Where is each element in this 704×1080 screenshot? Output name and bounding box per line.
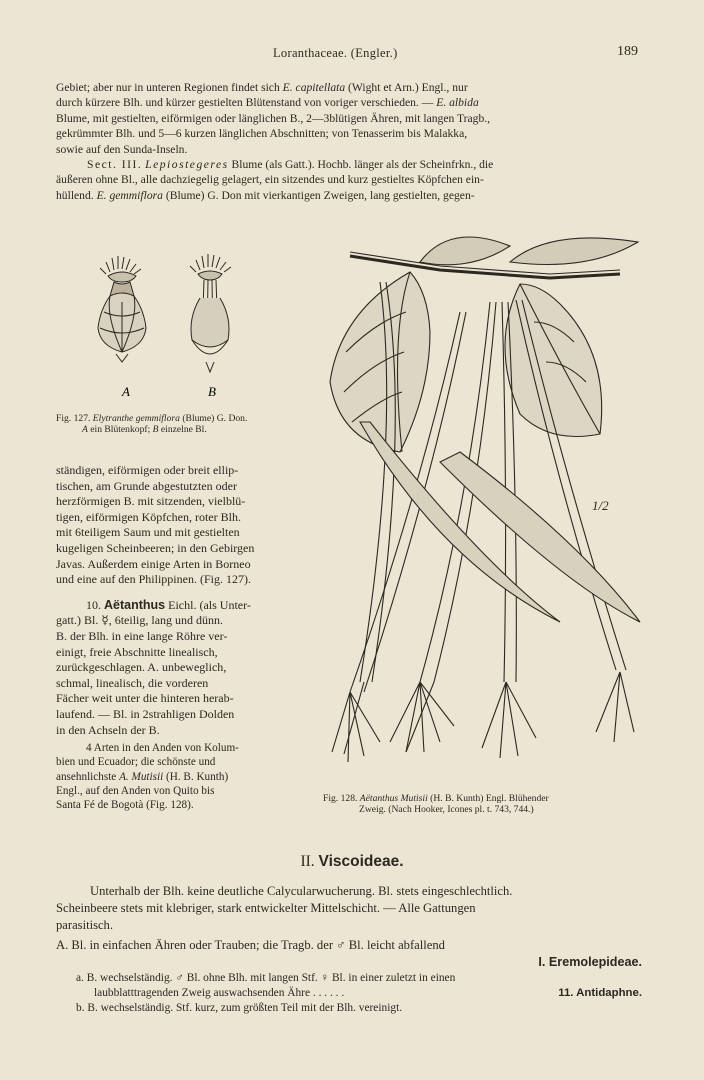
key-item: a. B. wechselständig. ♂ Bl. ohne Blh. mit langen Stf. ♀ Bl. in einer zuletzt in einen	[76, 972, 456, 984]
bottom-text-block	[56, 883, 642, 1016]
text-line: mit 6teiligem Saum und mit gestielten	[56, 525, 240, 540]
text-line: schmal, linealisch, die vorderen	[56, 675, 209, 690]
text-line: Unterhalb der Blh. keine deutliche Calycularwucherung. Bl. stets eingeschlechtlich.	[90, 884, 513, 898]
petal-fans	[332, 672, 634, 762]
text-line: tigen, eiförmigen Köpfchen, roter Blh.	[56, 509, 241, 524]
text-line: gekrümmter Blh. und 5—6 kurzen länglichen Abschnitten; von Tenasserim bis Malakka,	[56, 127, 468, 141]
text-line: herzförmigen B. mit sitzenden, vielblü-	[56, 494, 246, 509]
leaf	[505, 284, 602, 437]
key-item: b. B. wechselständig. Stf. kurz, zum größten Teil mit der Blh. vereinigt.	[76, 1002, 403, 1014]
text-line: laufend. — Bl. in 2strahligen Dolden	[56, 706, 235, 721]
text-line: B. der Blh. in eine lange Röhre ver-	[56, 628, 228, 643]
text-line: sowie auf den Sunda-Inseln.	[56, 142, 188, 156]
leaf	[330, 272, 430, 452]
text-line: hüllend. E. gemmiflora (Blume) G. Don mit vierkantigen Zweigen, lang gestielten, gegen-	[56, 188, 475, 202]
figure-label-b: B	[208, 384, 216, 399]
figure-127-caption: Fig. 127. Elytranthe gemmiflora (Blume) G. Don. A ein Blütenkopf; B einzelne Bl.	[56, 413, 248, 435]
text-line: Scheinbeere stets mit klebriger, stark entwickelter Mittelschicht. — Alle Gattungen	[56, 901, 476, 915]
key-result: 11. Antidaphne.	[558, 987, 642, 999]
text-line: parasitisch.	[56, 918, 114, 932]
text-line: kugeligen Scheinbeeren; in den Gebirgen	[56, 540, 255, 555]
section-heading: II. Viscoideae.	[300, 853, 404, 870]
text-line: und eine auf den Philippinen. (Fig. 127).	[56, 572, 251, 587]
scale-label: 1/2	[592, 498, 609, 513]
leaf	[510, 238, 638, 265]
leaf	[420, 237, 510, 265]
key-item-row: laubblatttragenden Zweig auswachsenden Ähre . . . . . . 11. Antidaphne.	[94, 987, 642, 999]
figure-128-caption: Fig. 128. Aëtanthus Mutisii (H. B. Kunth) Engl. Blühender Zweig. (Nach Hooker, Icones pl. t. 743, 744.)	[323, 793, 549, 815]
key-item-a: A. Bl. in einfachen Ähren oder Trauben; die Tragb. der ♂ Bl. leicht abfallend	[56, 938, 445, 952]
top-text-block	[56, 80, 642, 203]
text-line: Engl., auf den Anden von Quito bis	[56, 784, 215, 797]
text-line: Gebiet; aber nur in unteren Regionen findet sich E. capitellata (Wight et Arn.) Engl., nur	[56, 81, 468, 94]
figure-128-illustration	[320, 222, 650, 787]
text-line: bien und Ecuador; die schönste und	[56, 756, 216, 769]
text-line: in den Achseln der B.	[56, 722, 160, 737]
text-line: Santa Fé de Bogotà (Fig. 128).	[56, 798, 194, 811]
text-line: einigt, freie Abschnitte linealisch,	[56, 644, 218, 659]
key-result: I. Eremolepideae.	[538, 955, 642, 969]
text-line: ansehnlichste A. Mutisii (H. B. Kunth)	[56, 770, 229, 783]
text-line: Sect. III. Lepiostegeres Blume (als Gatt.). Hochb. länger als der Scheinfrkn., die	[87, 158, 494, 172]
text-line: durch kürzere Blh. und kürzer gestielten Blütenstand von voriger verschieden. — E. albida	[56, 96, 479, 110]
figure-127-illustration	[88, 250, 258, 400]
genus-heading: 10. Aëtanthus Eichl. (als Unter-	[86, 597, 251, 612]
text-line: äußeren ohne Bl., alle dachziegelig gelagert, ein sitzendes und kurz gestieltes Köpfchen ein-	[56, 173, 484, 187]
single-flower-b	[190, 254, 231, 372]
left-column-text	[56, 463, 303, 812]
text-line: 4 Arten in den Anden von Kolum-	[86, 742, 239, 755]
text-line: zurückgeschlagen. A. unbeweglich,	[56, 660, 227, 675]
text-line: Fächer weit unter die hinteren herab-	[56, 691, 234, 706]
leaf	[440, 452, 640, 622]
text-line: gatt.) Bl. ☿, 6teilig, lang und dünn.	[56, 613, 224, 628]
text-line: Javas. Außerdem einige Arten in Borneo	[56, 556, 251, 571]
text-line: Blume, mit gestielten, eiförmigen oder länglichen B., 2—3blütigen Ähren, mit langen Tragb.,	[56, 111, 491, 125]
header-title: Loranthaceae. (Engler.)	[273, 46, 398, 60]
figure-label-a: A	[122, 384, 130, 399]
text-line: tischen, am Grunde abgestutzten oder	[56, 478, 237, 493]
flower-head-a	[98, 256, 146, 362]
page-number: 189	[617, 44, 638, 59]
text-line: ständigen, eiförmigen oder breit ellip-	[56, 463, 239, 477]
